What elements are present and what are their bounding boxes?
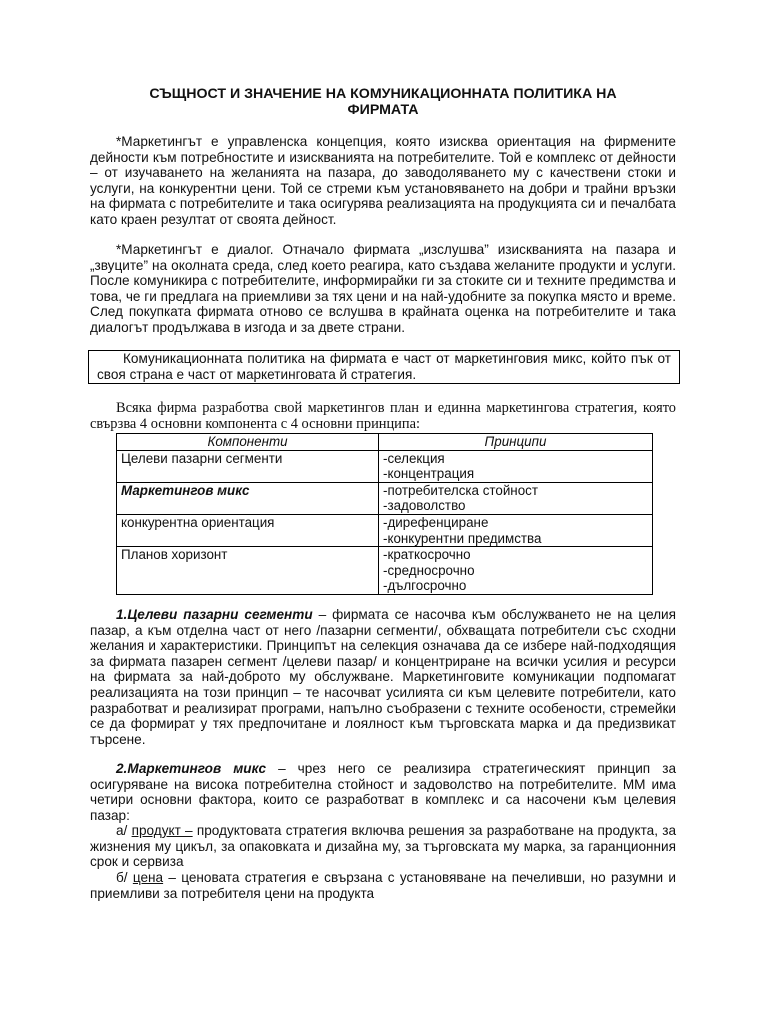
table-cell-component: Планов хоризонт (117, 547, 379, 595)
table-header-row (117, 434, 653, 451)
title-line-1: СЪЩНОСТ И ЗНАЧЕНИЕ НА КОМУНИКАЦИОННАТА ПОЛИТИКА НА (149, 86, 617, 102)
table-cell-component: Маркетингов микс (117, 482, 379, 514)
table-cell-component: Целеви пазарни сегменти (117, 450, 379, 482)
table-row (117, 450, 653, 482)
table-cell-principles: -краткосрочно -средносрочно -дългосрочно (379, 547, 653, 595)
mix-factor-product-term: продукт – (131, 823, 193, 838)
section-target-segments-heading: 1.Целеви пазарни сегменти (116, 607, 313, 622)
paragraph-strategy-intro: Всяка фирма разработва свой маркетингов план и единна маркетингова стратегия, която свързва 4 основни компонента с 4 основни принципа: (90, 400, 676, 432)
paragraph-marketing-concept: *Маркетингът е управленска концепция, която изисква ориентация на фирмените дейности към потребностите и изискванията на потребителите. Той е комплекс от дейности – от изучаването на желанията на пазара, до заводоляването му с качествени стоки и услуги, на конкурентни цени. Той се стреми към установяването на добри и трайни връзки на фирмата с потребителите и така осигурява реализацията на продукцията си и печалбата като краен резултат от своята дейност. (90, 134, 676, 227)
table-header-components: Компоненти (117, 434, 379, 451)
mix-factor-price: б/ цена – ценовата стратегия е свързана с установяване на печеливши, но разумни и приемливи за потребителя цени на продукта (90, 870, 676, 901)
title-line-2: ФИРМАТА (347, 102, 419, 118)
highlight-box-text: Комуникационната политика на фирмата е част от маркетинговия микс, който пък от своя страна е част от маркетинговата й стратегия. (97, 351, 671, 382)
table-cell-principles: -селекция -концентрация (379, 450, 653, 482)
section-marketing-mix-text: – чрез него се реализира стратегическият принцип за осигуряване на висока потребителна стойност и задоволство на потребителите. ММ има четири основни фактора, които се разработват в комплекс и са насочени към целевия пазар: (90, 761, 677, 823)
paragraph-marketing-dialogue: *Маркетингът е диалог. Отначало фирмата „изслушва” изискванията на пазара и „звуците” на околната среда, след което реагира, като създава желаните продукти и услуги. После комуникира с потребителите, информирайки ги за стоките си и техните предимства и това, че ги предлага на приемливи за тях цени и на най-удобните за покупка място и време. След покупката фирмата отново се вслушва в крайната оценка на потребителите и така диалогът продължава в изгода и за двете страни. (90, 242, 676, 335)
components-principles-table (116, 433, 653, 595)
section-target-segments-text: – фирмата се насочва към обслужването не на целия пазар, а към отделна част от него /пазарни сегменти/, обхващата потребители със сходни желания и характеристики. Принципът на селекция означава да се избере най-подходящия за фирмата пазарен сегмент /целеви пазар/ и концентриране на всички усилия и ресурси на фирмата за най-доброто му обслужване. Маркетинговите комуникации подпомагат реализацията на този принцип – те насочват усилията си към целевите потребители, като разработват и реализират програми, напълно съобразени с техните особености, стремейки се да формират у тях предпочитане и лоялност към търговската марка и да предизвикат търсене. (90, 607, 676, 747)
section-marketing-mix (90, 761, 676, 823)
mix-factor-product: а/ продукт – продуктовата стратегия включва решения за разработване на продукта, за жизнения му цикъл, за опаковката и дизайна му, за търговската му марка, за гаранционния срок и сервиза (90, 823, 677, 870)
table-cell-principles: -потребителска стойност -задоволство (379, 482, 653, 514)
section-target-segments (90, 607, 676, 747)
table-row (117, 482, 653, 514)
table-header-principles: Принципи (379, 434, 653, 451)
document-title (90, 86, 676, 118)
table-row (117, 514, 653, 546)
table-cell-component: конкурентна ориентация (117, 514, 379, 546)
mix-factor-price-term: цена (132, 870, 164, 885)
highlight-box (88, 350, 680, 384)
table-cell-principles: -дирефенциране -конкурентни предимства (379, 514, 653, 546)
section-marketing-mix-heading: 2.Маркетингов микс (116, 761, 267, 776)
table-row (117, 547, 653, 595)
